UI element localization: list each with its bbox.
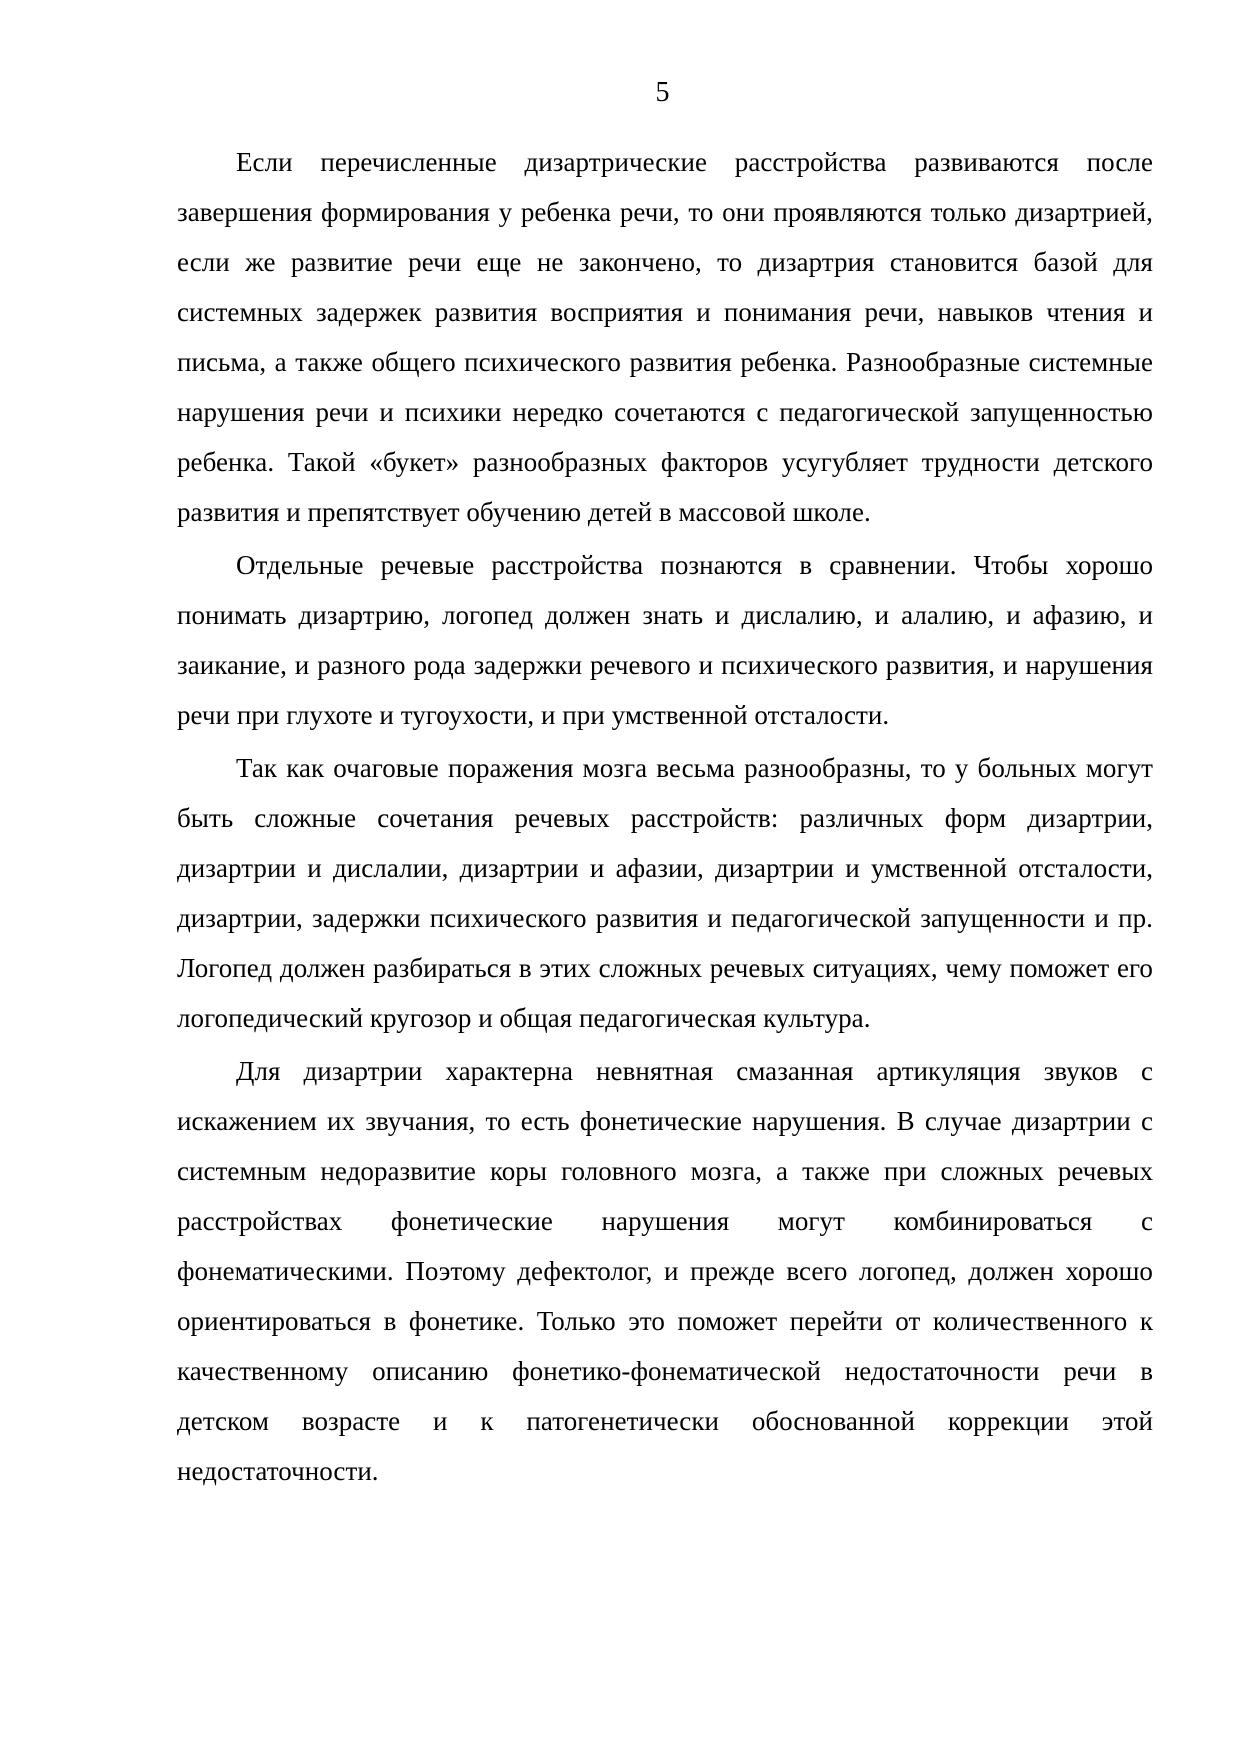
body-text bbox=[177, 137, 1153, 1499]
paragraph-4: Для дизартрии характерна невнятная смазанная артикуляция звуков с искажением их звучания, то есть фонетические нарушения. В случае дизартрии с системным недоразвитие коры головного мозга, а также при сложных речевых расстройствах фонетические нарушения могут комбинироваться с фонематическими. Поэтому дефектолог, и прежде всего логопед, должен хорошо ориентироваться в фонетике. Только это поможет перейти от количественного к качественному описанию фонетико-фонематической недостаточности речи в детском возрасте и к патогенетически обоснованной коррекции этой недостаточности. bbox=[177, 1056, 1153, 1486]
paragraph-3: Так как очаговые поражения мозга весьма разнообразны, то у больных могут быть сложные сочетания речевых расстройств: различных форм дизартрии, дизартрии и дислалии, дизартрии и афазии, дизартрии и умственной отсталости, дизартрии, задержки психического развития и педагогической запущенности и пр. Логопед должен разбираться в этих сложных речевых ситуациях, чему поможет его логопедический кругозор и общая педагогическая культура. bbox=[177, 753, 1153, 1033]
page-number: 5 bbox=[655, 77, 670, 108]
paragraph-1: Если перечисленные дизартрические расстройства развиваются после завершения формирования у ребенка речи, то они проявляются только дизартрией, если же развитие речи еще не закончено, то дизартрия становится базой для системных задержек развития восприятия и понимания речи, навыков чтения и письма, а также общего психического развития ребенка. Разнообразные системные нарушения речи и психики нередко сочетаются с педагогической запущенностью ребенка. Такой «букет» разнообразных факторов усугубляет трудности детского развития и препятствует обучению детей в массовой школе. bbox=[177, 147, 1153, 527]
paragraph-2: Отдельные речевые расстройства познаются в сравнении. Чтобы хорошо понимать дизартрию, логопед должен знать и дислалию, и алалию, и афазию, и заикание, и разного рода задержки речевого и психического развития, и нарушения речи при глухоте и тугоухости, и при умственной отсталости. bbox=[177, 550, 1153, 730]
